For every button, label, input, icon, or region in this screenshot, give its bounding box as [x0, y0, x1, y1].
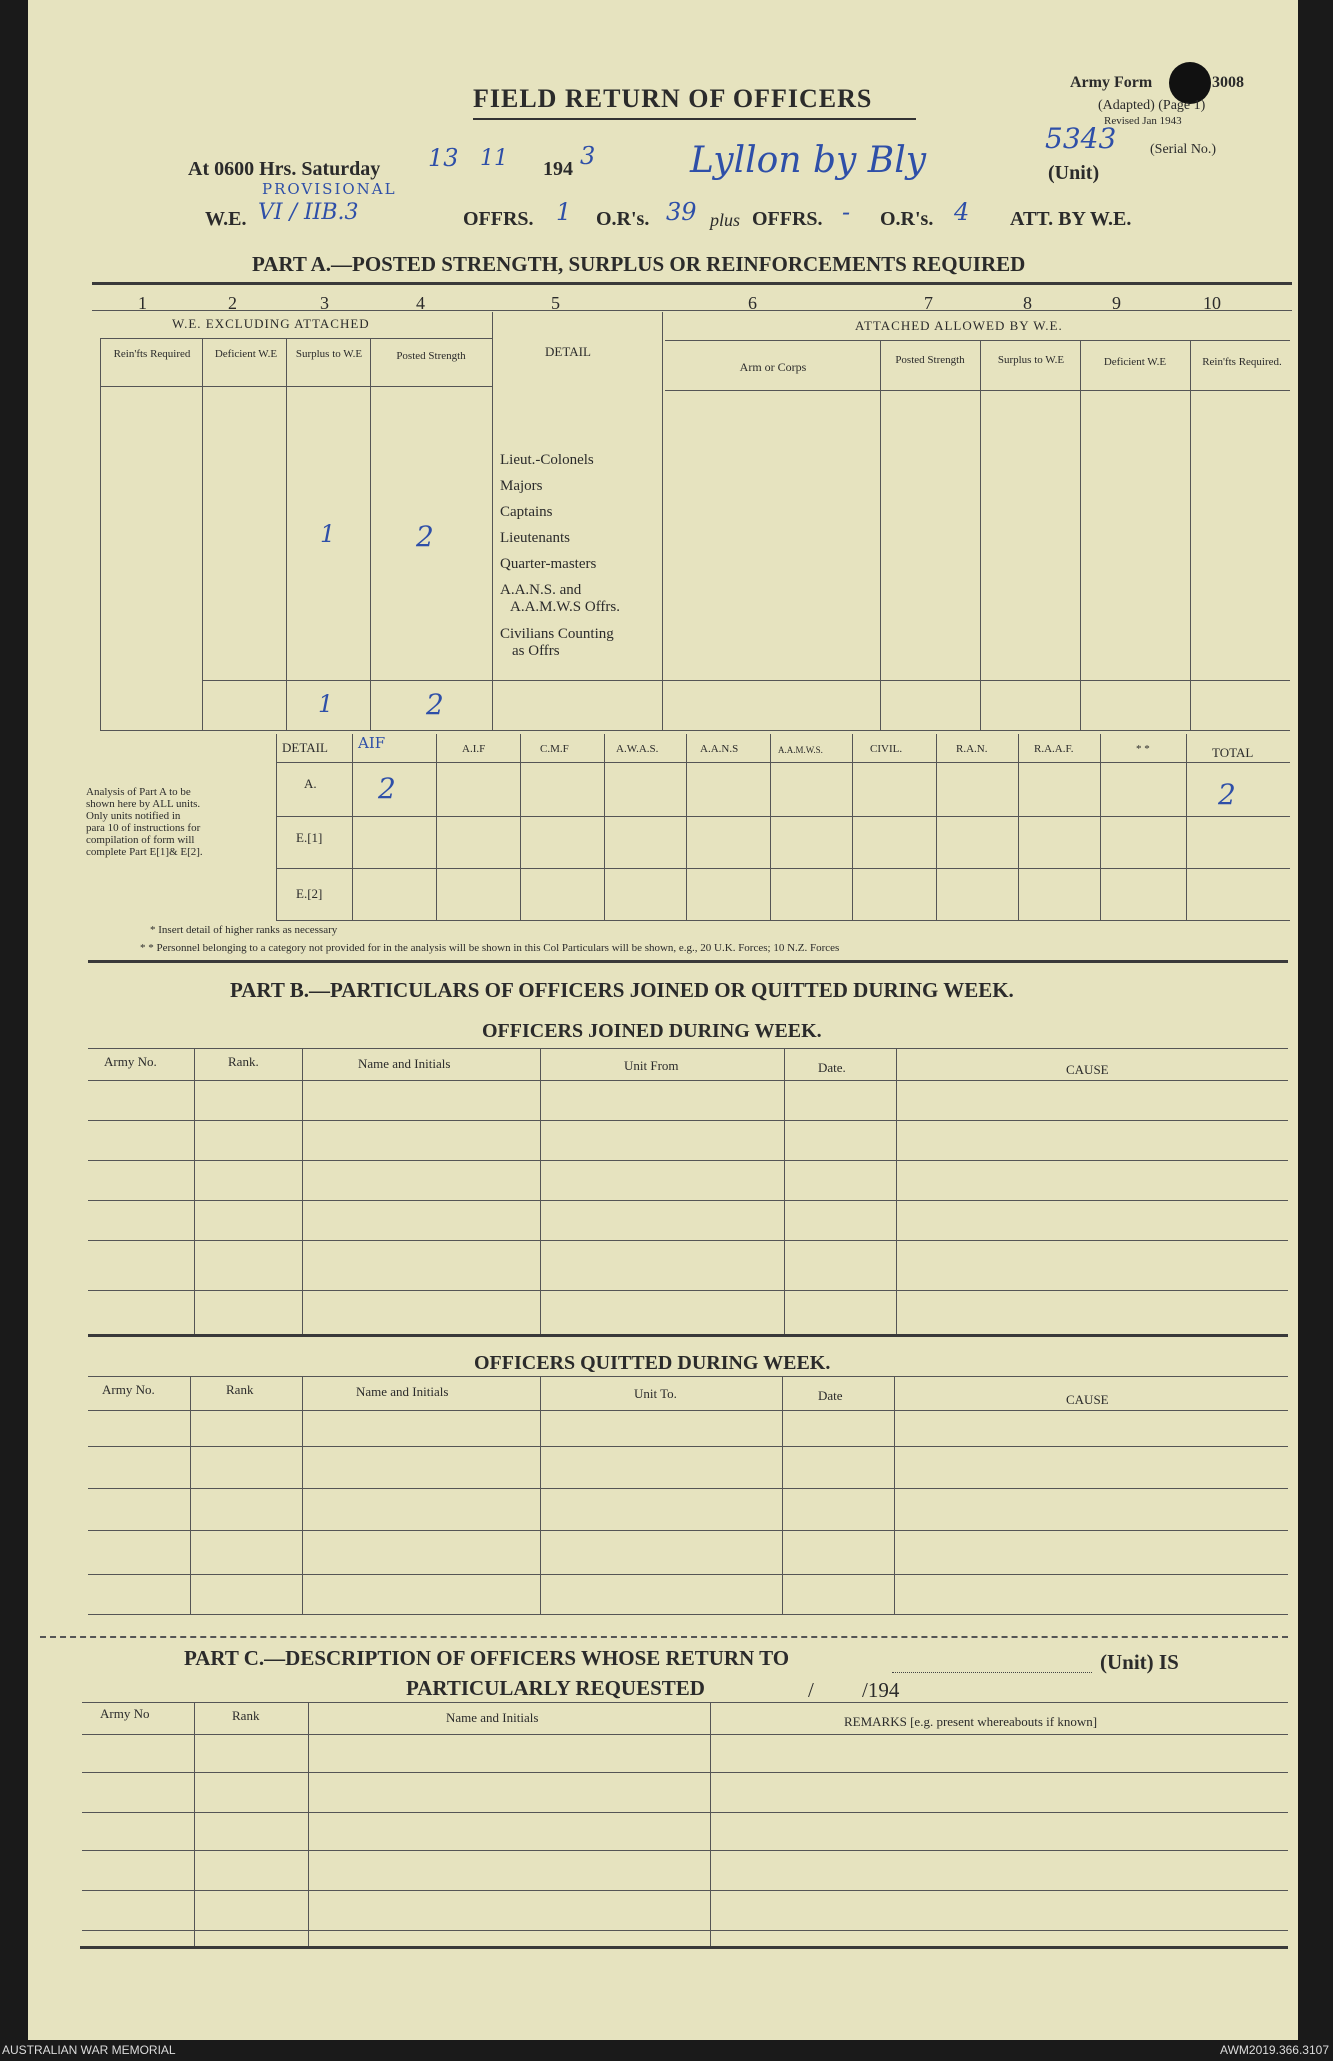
analysis-header-awas: A.W.A.S.	[616, 743, 659, 755]
joined-row-rule	[88, 1200, 1288, 1201]
col-number-9: 9	[1112, 293, 1121, 313]
footer-left: AUSTRALIAN WAR MEMORIAL	[2, 2043, 176, 2057]
analysis-vline	[936, 734, 937, 920]
part-c-vline	[194, 1702, 195, 1946]
att-subheader-rule	[665, 340, 1290, 341]
rank-civilians: Civilians Counting	[500, 626, 614, 642]
date-day: 13	[428, 144, 459, 172]
quitted-row-rule	[88, 1614, 1288, 1615]
analysis-row-e1: E.[1]	[296, 830, 323, 845]
part-c-header-rank: Rank	[232, 1708, 260, 1723]
analysis-header-civil: CIVIL.	[870, 743, 903, 755]
analysis-header-ran: R.A.N.	[956, 743, 988, 755]
provisional-note: PROVISIONAL	[262, 180, 397, 198]
analysis-row-a: A.	[304, 776, 317, 791]
analysis-vline	[852, 734, 853, 920]
joined-vline	[784, 1048, 785, 1334]
col-number-4: 4	[416, 293, 425, 313]
tear-line	[40, 1636, 1288, 1638]
footnote-other-personnel: * * Personnel belonging to a category not provided for in the analysis will be shown in this Col Particulars will be shown, e.g., 20 U.K. Forces; 10 N.Z. Forces	[140, 942, 840, 954]
unit-value: Lyllon by Bly	[690, 140, 927, 181]
serial-no-label: (Serial No.)	[1150, 142, 1217, 157]
part-c-row-rule	[82, 1890, 1288, 1891]
analysis-note-6: complete Part E[1]& E[2].	[86, 846, 203, 858]
analysis-row-rule	[276, 816, 1290, 817]
lieutenants-posted: 2	[416, 520, 434, 553]
header-surplus-we: Surplus to W.E	[295, 348, 363, 360]
col-number-10: 10	[1203, 293, 1221, 313]
analysis-vline	[276, 734, 277, 920]
analysis-header-aamws: A.A.M.W.S.	[778, 745, 823, 755]
analysis-header-other: * *	[1136, 743, 1150, 755]
header-att-deficient: Deficient W.E	[1103, 356, 1167, 368]
quitted-header-unit-to: Unit To.	[634, 1386, 677, 1401]
analysis-note-4: para 10 of instructions for	[86, 822, 201, 834]
col-number-5: 5	[551, 293, 560, 313]
footer-right: AWM2019.366.3107	[1220, 2043, 1329, 2057]
grid-vline	[1190, 340, 1191, 730]
part-b-title: PART B.—PARTICULARS OF OFFICERS JOINED OR QUITTED DURING WEEK.	[230, 978, 1014, 1002]
grid-vline	[370, 338, 371, 730]
analysis-row-e2: E.[2]	[296, 886, 323, 901]
part-c-vline	[710, 1702, 711, 1946]
revised-label: Revised Jan 1943	[1104, 115, 1182, 127]
left-header-bottom	[100, 386, 492, 387]
rank-lieut-colonels: Lieut.-Colonels	[500, 452, 594, 468]
we-value: VI / IIB.3	[258, 200, 359, 225]
form-title: FIELD RETURN OF OFFICERS	[473, 84, 873, 113]
analysis-vline	[436, 734, 437, 920]
analysis-header-detail: DETAIL	[282, 740, 328, 755]
plus-ors-value: 4	[954, 198, 970, 226]
quitted-row-rule	[88, 1574, 1288, 1575]
offrs-value: 1	[556, 198, 572, 226]
joined-header-name: Name and Initials	[358, 1056, 451, 1071]
part-a-grid-top	[92, 310, 1292, 311]
rank-aamws: A.A.M.W.S Offrs.	[510, 599, 621, 615]
footnote-higher-ranks: * Insert detail of higher ranks as necessary	[150, 924, 338, 936]
joined-vline	[194, 1048, 195, 1334]
joined-header-date: Date.	[818, 1060, 846, 1075]
part-c-unit-blank	[892, 1672, 1092, 1673]
form-number: 3008	[1212, 74, 1244, 91]
analysis-row-rule	[276, 920, 1290, 921]
quitted-row-rule	[88, 1488, 1288, 1489]
rank-lieutenants: Lieutenants	[500, 530, 570, 546]
joined-bottom-rule	[88, 1334, 1288, 1337]
quitted-vline	[894, 1376, 895, 1614]
quitted-row-rule	[88, 1410, 1288, 1411]
part-c-year: /194	[862, 1678, 900, 1702]
analysis-header-total: TOTAL	[1212, 745, 1254, 760]
grid-vline	[202, 338, 203, 730]
we-subheader-rule	[100, 338, 492, 339]
quitted-vline	[782, 1376, 783, 1614]
analysis-vline	[686, 734, 687, 920]
quitted-top-rule	[88, 1376, 1288, 1377]
ors-label: O.R's.	[596, 208, 650, 230]
right-header-bottom	[665, 390, 1290, 391]
grid-vline	[980, 340, 981, 730]
officers-quitted-title: OFFICERS QUITTED DURING WEEK.	[474, 1352, 831, 1374]
part-c-date-sep: /	[808, 1678, 814, 1702]
quitted-vline	[540, 1376, 541, 1614]
plus-offrs-value: -	[842, 198, 851, 226]
ors-value: 39	[666, 198, 697, 226]
part-c-line2: PARTICULARLY REQUESTED	[406, 1676, 705, 1700]
header-att-reinfts: Rein'fts Required.	[1202, 356, 1282, 368]
quitted-header-rank: Rank	[226, 1382, 254, 1397]
analysis-vline	[352, 734, 353, 920]
plus-offrs-label: OFFRS.	[752, 208, 823, 230]
grid-vline	[492, 312, 493, 730]
analysis-a-aif-value: 2	[378, 772, 396, 805]
quitted-row-rule	[88, 1530, 1288, 1531]
header-arm-or-corps: Arm or Corps	[739, 360, 807, 374]
joined-row-rule	[88, 1240, 1288, 1241]
part-c-header-army-no: Army No	[100, 1706, 150, 1721]
part-c-header-remarks: REMARKS [e.g. present whereabouts if known]	[844, 1714, 1098, 1729]
analysis-vline	[770, 734, 771, 920]
analysis-row-rule	[276, 868, 1290, 869]
adapted-label: (Adapted) (Page 1)	[1098, 98, 1206, 113]
plus-label: plus	[710, 210, 741, 230]
joined-header-unit-from: Unit From	[624, 1058, 679, 1073]
detail-header: DETAIL	[545, 344, 591, 359]
analysis-vline	[1100, 734, 1101, 920]
officers-joined-title: OFFICERS JOINED DURING WEEK.	[482, 1020, 822, 1042]
header-posted-strength: Posted Strength	[396, 350, 466, 362]
analysis-note-2: shown here by ALL units.	[86, 798, 201, 810]
offrs-label: OFFRS.	[463, 208, 534, 230]
part-c-row-rule	[82, 1812, 1288, 1813]
quitted-header-name: Name and Initials	[356, 1384, 449, 1399]
analysis-note-5: compilation of form will	[86, 834, 195, 846]
att-by-we-label: ATT. BY W.E.	[1010, 208, 1132, 230]
total-posted: 2	[426, 688, 444, 721]
we-label: W.E.	[205, 208, 247, 230]
quitted-header-cause: CAUSE	[1066, 1392, 1109, 1407]
grid-vline	[880, 340, 881, 730]
analysis-header-aans: A.A.N.S	[700, 743, 739, 755]
joined-top-rule	[88, 1048, 1288, 1049]
part-a-bottom-rule	[100, 730, 1290, 731]
joined-vline	[540, 1048, 541, 1334]
analysis-header-aif-handwritten: AIF	[358, 734, 386, 752]
part-a-title: PART A.—POSTED STRENGTH, SURPLUS OR REINFORCEMENTS REQUIRED	[252, 252, 1026, 276]
lieutenants-surplus: 1	[320, 520, 336, 548]
plus-ors-label: O.R's.	[880, 208, 934, 230]
col-number-2: 2	[228, 293, 237, 313]
part-a-total-rule	[202, 680, 1290, 681]
analysis-a-total-value: 2	[1218, 778, 1236, 811]
part-c-unit-is: (Unit) IS	[1100, 1650, 1179, 1674]
part-c-row-rule	[82, 1772, 1288, 1773]
army-form-label: Army Form	[1070, 74, 1153, 91]
joined-header-cause: CAUSE	[1066, 1062, 1109, 1077]
part-a-end-rule	[88, 960, 1288, 963]
joined-vline	[302, 1048, 303, 1334]
analysis-row-rule	[276, 762, 1290, 763]
analysis-header-raaf: R.A.A.F.	[1034, 743, 1074, 755]
header-att-surplus: Surplus to W.E	[997, 354, 1065, 366]
quitted-vline	[302, 1376, 303, 1614]
analysis-vline	[520, 734, 521, 920]
joined-row-rule	[88, 1290, 1288, 1291]
total-surplus: 1	[318, 690, 334, 718]
we-excluding-header: W.E. EXCLUDING ATTACHED	[172, 316, 370, 331]
rank-aans: A.A.N.S. and	[500, 582, 582, 598]
serial-no-value: 5343	[1045, 122, 1117, 155]
joined-row-rule	[88, 1120, 1288, 1121]
quitted-row-rule	[88, 1446, 1288, 1447]
title-underline	[473, 118, 916, 120]
joined-header-army-no: Army No.	[104, 1054, 157, 1069]
part-c-header-name: Name and Initials	[446, 1710, 539, 1725]
joined-vline	[896, 1048, 897, 1334]
joined-row-rule	[88, 1080, 1288, 1081]
grid-vline	[662, 312, 663, 730]
part-c-row-rule	[82, 1850, 1288, 1851]
header-deficient-we: Deficient W.E	[214, 348, 278, 360]
joined-header-rank: Rank.	[228, 1054, 259, 1069]
grid-vline	[1080, 340, 1081, 730]
part-c-row-rule	[82, 1734, 1288, 1735]
part-c-bottom-rule	[80, 1946, 1288, 1949]
rank-captains: Captains	[500, 504, 553, 520]
quitted-vline	[190, 1376, 191, 1614]
header-att-posted-strength: Posted Strength	[895, 354, 965, 366]
header-reinfts-required: Rein'fts Required	[113, 348, 191, 360]
analysis-note-3: Only units notified in	[86, 810, 181, 822]
col-number-6: 6	[748, 293, 757, 313]
rank-civilians-sub: as Offrs	[512, 643, 560, 659]
grid-vline	[100, 338, 101, 730]
analysis-vline	[1018, 734, 1019, 920]
attached-allowed-header: ATTACHED ALLOWED BY W.E.	[855, 318, 1063, 333]
col-number-3: 3	[320, 293, 329, 313]
analysis-vline	[1186, 734, 1187, 920]
rank-majors: Majors	[500, 478, 543, 494]
analysis-header-cmf: C.M.F	[540, 743, 569, 755]
part-c-row-rule	[82, 1930, 1288, 1931]
year-suffix: 3	[580, 142, 596, 170]
col-number-8: 8	[1023, 293, 1032, 313]
year-prefix: 194	[543, 158, 573, 180]
col-number-7: 7	[924, 293, 933, 313]
analysis-vline	[604, 734, 605, 920]
col-number-1: 1	[138, 293, 147, 313]
unit-label: (Unit)	[1048, 162, 1100, 184]
joined-row-rule	[88, 1160, 1288, 1161]
date-month: 11	[480, 146, 508, 171]
rank-quarter-masters: Quarter-masters	[500, 556, 597, 572]
at-hours-label: At 0600 Hrs. Saturday	[188, 158, 381, 180]
analysis-note-1: Analysis of Part A to be	[86, 786, 191, 798]
part-a-rule	[92, 282, 1292, 285]
analysis-header-aif: A.I.F	[462, 743, 486, 755]
part-c-vline	[308, 1702, 309, 1946]
grid-vline	[286, 338, 287, 730]
part-c-line1: PART C.—DESCRIPTION OF OFFICERS WHOSE RETURN TO	[184, 1646, 790, 1670]
quitted-header-date: Date	[818, 1388, 843, 1403]
part-c-top-rule	[82, 1702, 1288, 1703]
quitted-header-army-no: Army No.	[102, 1382, 155, 1397]
